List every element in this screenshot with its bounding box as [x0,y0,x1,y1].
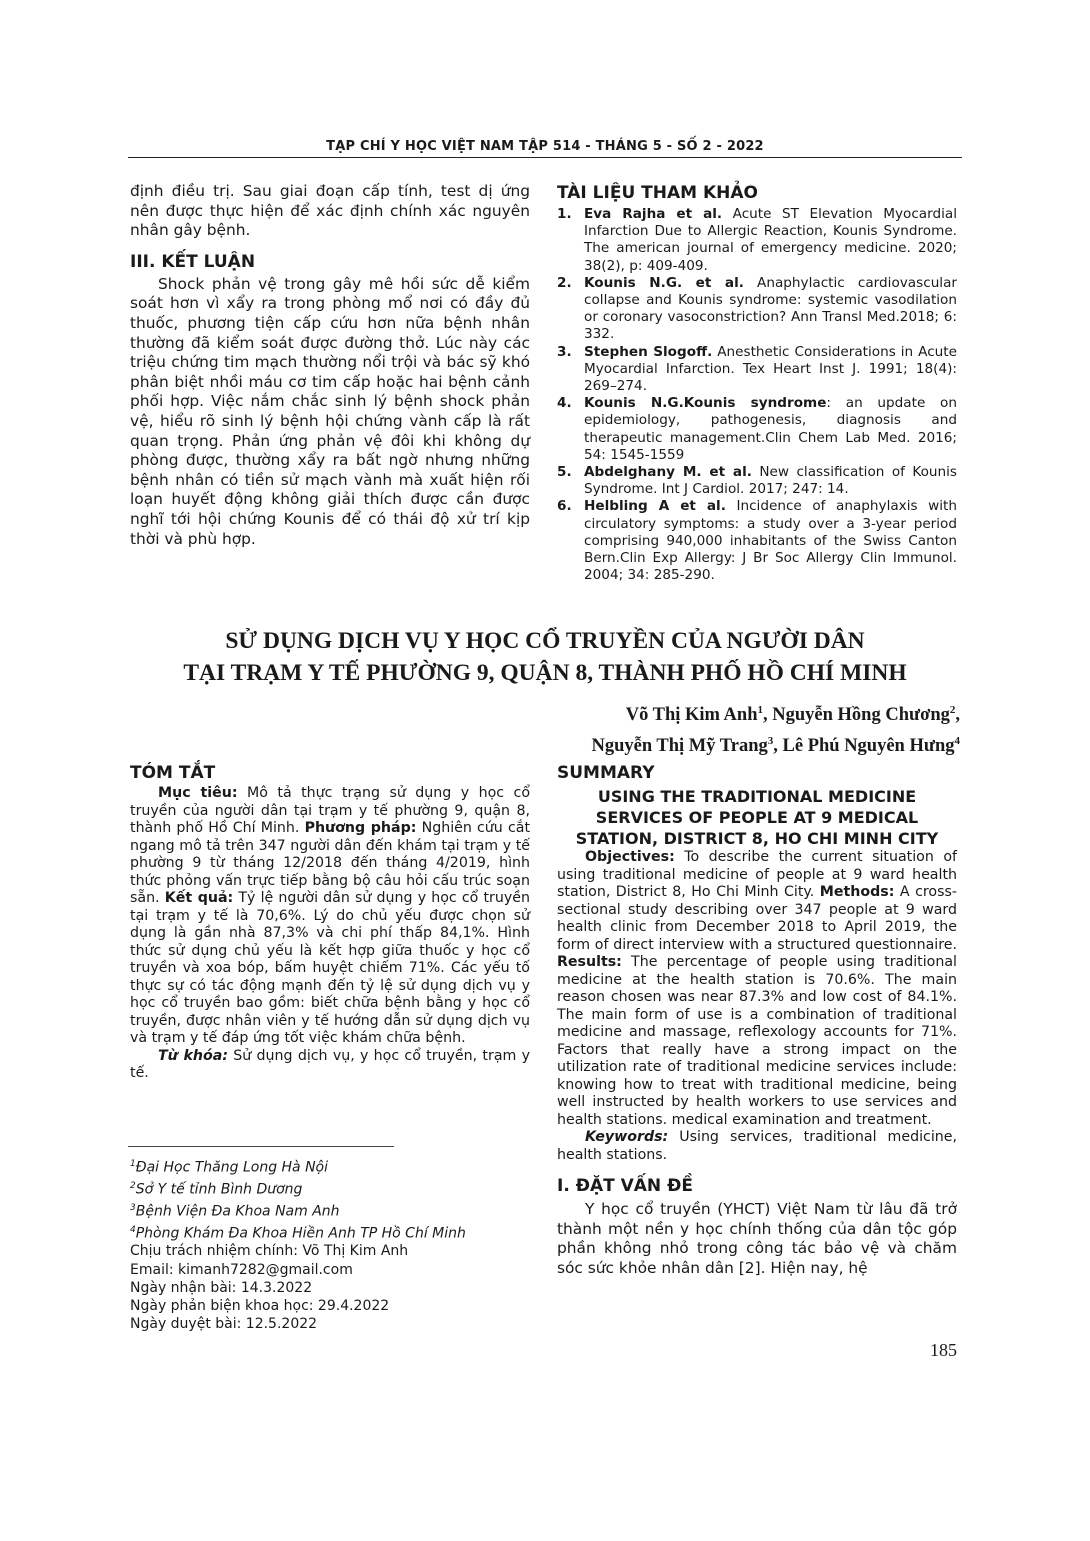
article-title [130,625,960,689]
results-label: Results: [557,954,622,970]
affiliation-text: Phòng Khám Đa Khoa Hiền Anh TP Hồ Chí Minh [135,1225,466,1242]
reference-number: 2. [557,274,572,291]
reference-item [557,344,957,396]
keywords-paragraph [130,1048,530,1083]
objectives-label: Objectives: [585,849,675,865]
abstract-body [130,785,530,1083]
affiliation-text: Đại Học Thăng Long Hà Nội [135,1159,329,1176]
author-line-2 [591,728,960,759]
received-date: Ngày nhận bài: 14.3.2022 [130,1279,313,1296]
english-title-line-1: USING THE TRADITIONAL MEDICINE [597,787,917,806]
reference-author: Kounis N.G.Kounis syndrome [584,395,827,412]
affiliation-3 [130,1199,530,1221]
review-date: Ngày phản biện khoa học: 29.4.2022 [130,1298,390,1315]
reference-text [584,395,957,464]
affiliation-1 [130,1155,530,1177]
author-name: Nguyễn Thị Mỹ Trang [591,736,768,757]
objectives-text: To describe the current situation of using traditional medicine of people at 9 ward health station, District 8, Ho Chi Minh City. [557,849,957,900]
conclusion-heading: III. KẾT LUẬN [130,251,256,272]
summary-keywords-text: Using services, traditional medicine, health stations. [557,1129,957,1163]
reference-number: 6. [557,498,572,515]
article-title-line-1: SỬ DỤNG DỊCH VỤ Y HỌC CỔ TRUYỀN CỦA NGƯỜI DÂN [225,628,865,654]
affiliation-mark: 1 [130,1159,136,1169]
author-line-1 [591,697,960,728]
abstract-paragraph [130,785,530,1048]
english-title [557,786,957,849]
author-separator: , [763,705,773,726]
author-name: Nguyễn Hồng Chương [772,705,950,726]
references-heading: TÀI LIỆU THAM KHẢO [557,183,758,203]
accepted-date: Ngày duyệt bài: 12.5.2022 [130,1316,318,1333]
reference-text [584,464,957,498]
result-label: Kết quả: [164,890,234,906]
summary-heading: SUMMARY [557,763,655,783]
affiliation-mark: 3 [130,1202,136,1213]
keywords-text: Sử dụng dịch vụ, y học cổ truyền, trạm y tế. [130,1047,530,1081]
affiliation-mark: 2 [130,1180,136,1191]
continuation-paragraph: định điều trị. Sau giai đoạn cấp tính, test dị ứng nên được thực hiện để xác định chính xác nguyên nhân gây bệnh. [130,182,530,240]
method-text: Nghiên cứu cắt ngang mô tả trên 347 người dân đến khám tại trạm y tế phường 9 từ tháng 12/2018 đến tháng 4/2019, hình thức phỏng vấn trực tiếp bằng bộ câu hỏi cấu trúc soạn sẵn. [130,820,531,906]
author-name: Võ Thị Kim Anh [625,705,758,726]
article-title-line-2: TẠI TRẠM Y TẾ PHƯỜNG 9, QUẬN 8, THÀNH PHỐ HỒ CHÍ MINH [183,660,907,686]
affiliation-text: Sở Y tế tỉnh Bình Dương [135,1181,303,1198]
summary-keywords-paragraph [557,1129,957,1164]
english-summary [557,762,957,1278]
reference-item [557,395,957,464]
reference-number: 4. [557,395,572,412]
reference-item [557,275,957,344]
header-divider [128,157,962,158]
author-separator: , [955,705,960,726]
reference-item [557,464,957,498]
affiliation-text: Bệnh Viện Đa Khoa Nam Anh [135,1203,340,1220]
author-list [591,697,960,759]
english-title-line-3: STATION, DISTRICT 8, HO CHI MINH CITY [575,829,939,848]
author-separator: , [773,736,783,757]
methods-label: Methods: [819,884,895,900]
vietnamese-abstract [130,762,530,1083]
footnotes [130,1155,530,1333]
reference-author: Abdelghany M. et al. [584,464,752,481]
reference-text [584,344,957,396]
conclusion-paragraph: Shock phản vệ trong gây mê hồi sức dễ kiểm soát hơn vì xẩy ra trong phòng mổ nơi có đầy đủ thuốc, phương tiện cấp cứu hơn nữa bệnh nhân thường đã kiểm soát được đường thở. Lúc này các triệu chứng tim mạch thường nổi trội và bác sỹ khó phân biệt nhồi máu cơ tim cấp hoặc hai bệnh cảnh phối hợp. Việc nắm chắc sinh lý bệnh shock phản vệ, hiểu rõ sinh lý bệnh hội chứng vành cấp là rất quan trọng. Phản ứng phản vệ đôi khi không dự phòng được, thường xẩy ra bất ngờ nhưng những bệnh nhân có tiền sử mạch vành mà xuất hiện rối loạn huyết động không giải thích được cần được nghĩ tới hội chứng Kounis để có thái độ xử trí kịp thời và phù hợp. [130,274,530,548]
journal-running-header: TẠP CHÍ Y HỌC VIỆT NAM TẬP 514 - THÁNG 5 - SỐ 2 - 2022 [326,139,764,154]
author-affiliation-mark: 1 [757,704,763,716]
reference-citation: : an update on epidemiology, pathogenesis, diagnosis and therapeutic management.Clin Chem Lab Med. 2016; 54: 1545-1559 [584,395,957,463]
summary-paragraph [557,849,957,1129]
reference-author: Stephen Slogoff. [584,343,713,360]
reference-number: 3. [557,343,572,360]
reference-item [557,498,957,584]
references-list [557,206,957,584]
reference-text [584,206,957,275]
author-affiliation-mark: 4 [954,735,960,748]
reference-author: Helbling A et al. [584,498,726,515]
methods-text: A cross-sectional study describing over 347 people at 9 ward health clinic from December 2018 to April 2019, the form of direct interview with a structured questionnaire. [557,884,957,953]
author-affiliation-mark: 3 [767,735,774,748]
footnote-divider [128,1146,394,1147]
reference-number: 1. [557,206,572,222]
reference-citation: Anesthetic Considerations in Acute Myocardial Infarction. Tex Heart Inst J. 1991; 18(4): 269–274. [584,343,957,395]
reference-text [584,275,957,344]
affiliation-mark: 4 [130,1224,136,1235]
results-text: The percentage of people using traditional medicine at the health station is 70.6%. The main reason chosen was near 87.3% and low cost of 84.1%. The main form of use is a combination of traditional medicine and massage, reflexology accounts for 71%. Factors that really have a strong impact on the utilization rate of traditional medicine services include: knowing how to treat with traditional medicine, being well instructed by health workers to use services and health stations. medical examination and treatment. [557,954,957,1128]
method-label: Phương pháp: [304,820,417,836]
summary-keywords-label: Keywords: [585,1129,669,1145]
objective-label: Mục tiêu: [158,785,238,801]
page-number: 185 [930,1340,957,1360]
reference-item [557,206,957,275]
previous-article-left-column [130,182,530,549]
affiliation-2 [130,1177,530,1199]
references-section [557,182,957,584]
reference-text [584,498,957,584]
reference-author: Eva Rajha et al. [584,206,723,222]
result-text: Tỷ lệ người dân sử dụng y học cổ truyền tại trạm y tế là 70,6%. Lý do chủ yếu được chọn sử dụng là gần nhà 87,3% và chi phí thấp 84,1%. Hình thức sử dụng chủ yếu là kết hợp giữa thuốc y học cổ truyền và xoa bóp, bấm huyệt chiếm 71%. Các yếu tố thực sự có tác động mạnh đến tỷ lệ sử dụng dịch vụ y học cổ truyền bao gồm: biết chữa bệnh bằng y học cổ truyền, được nhân viên y tế hướng dẫn sử dụng dịch vụ và trạm y tế đáp ứng tốt việc khám chữa bệnh. [130,890,530,1046]
affiliation-4 [130,1221,530,1243]
reference-author: Kounis N.G. et al. [584,274,744,291]
author-name: Lê Phú Nguyên Hưng [782,736,955,757]
responsible-author: Chịu trách nhiệm chính: Võ Thị Kim Anh [130,1243,409,1260]
contact-email[interactable]: Email: kimanh7282@gmail.com [130,1261,353,1278]
reference-citation: New classification of Kounis Syndrome. Int J Cardiol. 2017; 247: 14. [584,464,958,498]
reference-citation: Anaphylactic cardiovascular collapse and Kounis syndrome: systemic vasodilation or coronary vasoconstriction? Ann Transl Med.2018; 6: 332. [584,274,958,343]
abstract-heading: TÓM TẮT [130,763,216,783]
author-affiliation-mark: 2 [949,704,956,716]
english-title-line-2: SERVICES OF PEOPLE AT 9 MEDICAL [595,808,919,827]
summary-body [557,849,957,1164]
introduction-heading: I. ĐẶT VẤN ĐỀ [557,1176,693,1196]
objective-text: Mô tả thực trạng sử dụng y học cổ truyền của người dân tại trạm y tế phường 9, quận 8, thành phố Hồ Chí Minh. [130,785,530,836]
keywords-label: Từ khóa: [158,1047,229,1064]
introduction-body [557,1200,957,1278]
reference-citation: Acute ST Elevation Myocardial Infarction Due to Allergic Reaction, Kounis Syndrome. The american journal of emergency medicine. 2020; 38(2), p: 409-409. [584,206,957,274]
reference-citation: Incidence of anaphylaxis with circulatory symptoms: a study over a 3-year period comprising 940,000 inhabitants of the Swiss Canton Bern.Clin Exp Allergy: J Br Soc Allergy Clin Immunol. 2004; 34: 285-290. [584,498,957,584]
introduction-paragraph: Y học cổ truyền (YHCT) Việt Nam từ lâu đã trở thành một nền y học chính thống của dân tộc góp phần không nhỏ trong công tác bảo vệ và chăm sóc sức khỏe nhân dân [2]. Hiện nay, hệ [557,1200,957,1277]
reference-number: 5. [557,464,572,481]
